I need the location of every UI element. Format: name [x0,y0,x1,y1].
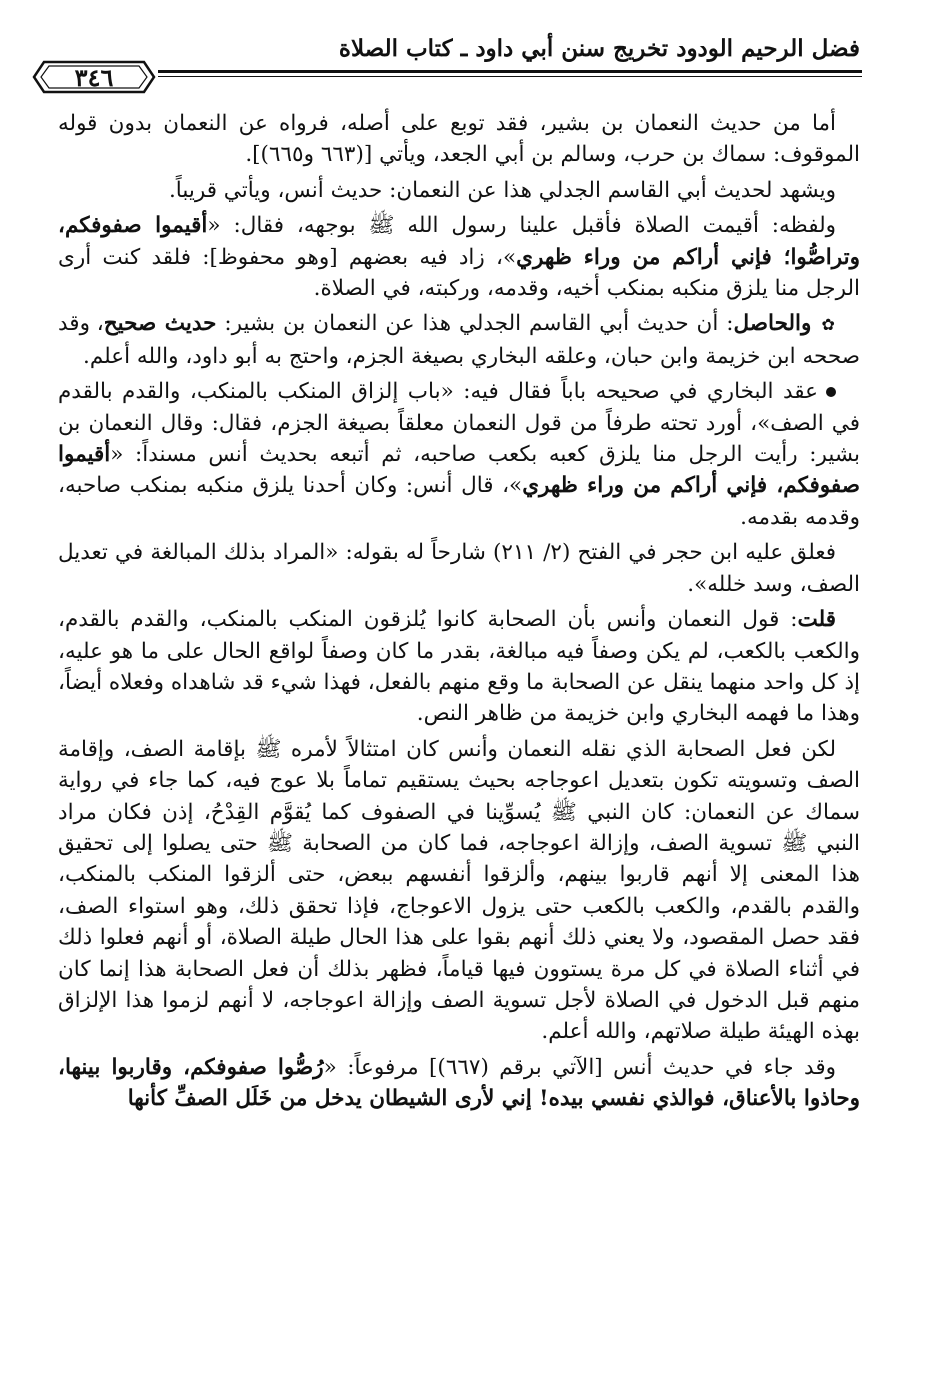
bold-text-segment: أقيموا صفوفكم، فإني أراكم من وراء ظهري [58,442,860,499]
text-segment: أما من حديث النعمان بن بشير، فقد توبع على أصله، فرواه عن النعمان بدون قوله الموقوف: سماك بن حرب، وسالم بن أبي الجعد، ويأتي [(٦٦٣ و٦٦٥)]. [58,111,860,168]
running-title: فضل الرحيم الودود تخريج سنن أبي داود ـ كتاب الصلاة [338,35,860,62]
bold-text-segment: رُصُّوا صفوفكم، وقاربوا بينها، وحاذوا بالأعناق، فوالذي نفسي بيده! إني لأرى الشيطان يدخل من خَلَل الصفِّ كأنها [58,1054,860,1112]
text-segment: ولفظه: أقيمت الصلاة فأقبل علينا رسول الله ﷺ بوجهه، فقال: « [207,213,837,239]
paragraph-p8 [58,734,860,1048]
bold-text-segment: والحاصل [733,311,812,337]
text-segment: : قول النعمان وأنس بأن الصحابة كانوا يُلزقون المنكب بالمنكب، والقدم بالقدم، والكعب بالكعب، لم يكن وصفاً فيه مبالغة، بقدر ما كان وصفاً لواقع الحال على ما هو عليه، إذ كل واحد منهما ينقل عن الصحابة ما وقع منهم بالفعل، فهذا شيء قد شاهداه وفعلاه أيضاً، وهذا ما فهمه البخاري وابن خزيمة من ظاهر النص. [58,607,860,727]
bullet-icon [826,387,836,397]
text-segment: ، وقد صححه ابن خزيمة وابن حبان، وعلقه البخاري بصيغة الجزم، واحتج به أبو داود، والله أعلم. [58,311,860,369]
text-segment: »، زاد فيه بعضهم [وهو محفوظ]: فلقد كنت أرى الرجل منا يلزق منكبه بمنكب أخيه، وقدمه، وركبته، في الصلاة. [58,244,860,302]
paragraph-p7 [58,604,860,730]
paragraph-p6 [58,537,860,600]
paragraph-p1 [58,108,860,171]
body-text [58,108,860,1119]
text-segment: : أن حديث أبي القاسم الجدلي هذا عن النعمان بن بشير: [216,311,734,337]
page-number-ornament [30,58,158,96]
paragraph-p2 [58,175,860,206]
bold-text-segment: حديث صحيح [103,311,217,337]
text-segment: ويشهد لحديث أبي القاسم الجدلي هذا عن النعمان: حديث أنس، ويأتي قريباً. [168,177,836,203]
flower-ornament-icon: ✿ [815,315,836,335]
text-segment: وقد جاء في حديث أنس [الآتي برقم (٦٦٧)] مرفوعاً: « [323,1054,836,1080]
text-segment: فعلق عليه ابن حجر في الفتح (٢/ ٢١١) شارحاً له بقوله: «المراد بذلك المبالغة في تعديل الصف، وسد خلله». [58,540,860,597]
text-segment: لكن فعل الصحابة الذي نقله النعمان وأنس كان امتثالاً لأمره ﷺ بإقامة الصف، وإقامة الصف وتسويته تكون بتعديل اعوجاجه بحيث يستقيم تماماً بلا عوج فيه، كما جاء في رواية سماك عن النعمان: كان النبي ﷺ يُسوِّينا في الصفوف كما يُقوَّم القِدْحُ، إذن فكان مراد النبي ﷺ تسوية الصف، وإزالة اعوجاجه، فما كان من الصحابة ﷺ حتى يصلوا إلى تحقيق هذا المعنى إلا أنهم قاربوا بينهم، وألزقوا أنفسهم ببعض، حتى ألزقوا المنكب بالمنكب، والقدم بالقدم، والكعب بالكعب حتى يزول الاعوجاج، فإذا تحقق ذلك، وهو استواء الصف، فقد حصل المقصود، ولا يعني ذلك أنهم بقوا على هذا الحال طيلة الصلاة، أو أنهم فعلوا ذلك في أثناء الصلاة في كل مرة يستوون فيها قياماً، فظهر بذلك أن فعل الصحابة هذا إنما كان منهم قبل الدخول في الصلاة لأجل تسوية الصف وإزالة اعوجاجه، لا أنهم لزموا هذا الإلزاق بهذه الهيئة طيلة صلاتهم، والله أعلم. [58,736,860,1045]
paragraph-p9 [58,1052,860,1115]
bold-text-segment: أقيموا صفوفكم، وتراصُّوا؛ فإني أراكم من وراء ظهري [58,213,860,270]
paragraph-p5 [58,376,860,533]
bold-text-segment: قلت [797,607,836,633]
text-segment: عقد البخاري في صحيحه باباً فقال فيه: «باب إلزاق المنكب بالمنكب، والقدم بالقدم في الصف»، أورد تحته طرفاً من قول النعمان معلقاً بصيغة الجزم، فقال: وقال النعمان بن بشير: رأيت الرجل منا يلزق كعبه بكعب صاحبه، ثم أتبعه بحديث أنس مسنداً: « [58,379,860,468]
page-number: ٣٤٦ [74,62,114,92]
paragraph-p3 [58,210,860,304]
paragraph-p4 [58,308,860,372]
text-segment: »، قال أنس: وكان أحدنا يلزق منكبه بمنكب صاحبه، وقدمه بقدمه. [58,473,860,530]
